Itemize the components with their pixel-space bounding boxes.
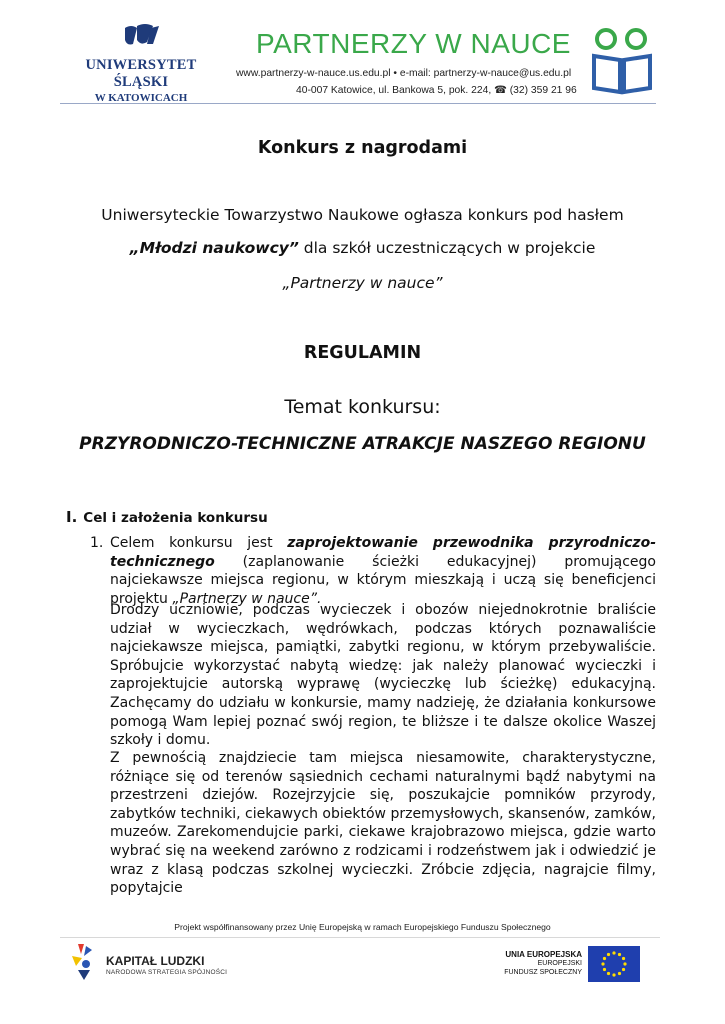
eu-flag-icon	[588, 946, 640, 982]
eu-star	[618, 972, 621, 975]
paragraph-places: Z pewnością znajdziecie tam miejsca niesamowite, charakterystyczne, różniące się od terenów sąsiednich cechami naturalnymi bądź nabytymi na przestrzeni dziejów. Rozejrzyjcie się, poszukajcie pomników przyrody, zabytków techniki, ciekawych obiektów przemysłowych, skansenów, zamków, muzeów. Zarekomendujcie parki, ciekawe krajobrazowo miejsca, gdzie warto wybrać się na weekend zarówno z rodzicami i rodzeństwem jak i odwiedzić je wraz z klasą podczas szkolnej wycieczki. Zróbcie zdjęcia, nagrajcie filmy, popytajcie	[110, 750, 656, 897]
eu-label-line-2: EUROPEJSKI	[537, 960, 582, 967]
paragraph-goal-intro: Celem konkursu jest	[110, 535, 288, 551]
eu-star	[612, 973, 615, 976]
eu-star	[603, 968, 606, 971]
eu-star	[603, 957, 606, 960]
eu-star	[618, 953, 621, 956]
university-logo	[66, 22, 216, 104]
cofinancing-note: Projekt współfinansowany przez Unię Europejską w ramach Europejskiego Funduszu Społecznego	[174, 922, 551, 932]
footer-divider	[60, 937, 660, 938]
university-emblem-icon	[121, 22, 161, 50]
list-item-number: 1.	[90, 535, 104, 551]
topic-label: Temat konkursu:	[284, 396, 441, 418]
section-title: Cel i założenia konkursu	[83, 510, 268, 526]
human-capital-title: KAPITAŁ LUDZKI	[106, 954, 205, 968]
intro-line-2	[0, 239, 725, 257]
eu-star	[612, 951, 615, 954]
contest-theme: PRZYRODNICZO-TECHNICZNE ATRAKCJE NASZEGO REGIONU	[79, 434, 646, 454]
eu-star	[607, 953, 610, 956]
contact-address-phone: 40-007 Katowice, ul. Bankowa 5, pok. 224, ☎ (32) 359 21 96	[296, 85, 577, 96]
eu-star	[622, 968, 625, 971]
partners-book-icon	[590, 26, 654, 96]
page-title: Konkurs z nagrodami	[257, 138, 468, 158]
header-divider	[60, 103, 656, 104]
section-number: I.	[66, 508, 78, 526]
eu-star	[607, 972, 610, 975]
eu-star	[622, 957, 625, 960]
university-city: W KATOWICACH	[94, 92, 188, 104]
paragraph-goal	[110, 534, 656, 608]
contest-slogan: „Młodzi naukowcy”	[129, 239, 299, 257]
project-name: „Partnerzy w nauce”	[282, 274, 443, 292]
regulations-heading: REGULAMIN	[303, 343, 422, 363]
contact-web-email: www.partnerzy-w-nauce.us.edu.pl • e-mail: partnerzy-w-nauce@us.edu.pl	[236, 68, 572, 79]
project-brand-title: PARTNERZY W NAUCE	[256, 28, 571, 59]
human-capital-subtitle: NARODOWA STRATEGIA SPÓJNOŚCI	[106, 969, 228, 976]
section-heading	[66, 508, 268, 526]
paragraph-goal-project: „Partnerzy w nauce”.	[172, 590, 322, 607]
eu-label-line-3: FUNDUSZ SPOŁECZNY	[504, 969, 582, 976]
paragraph-goal-emphasis: zaprojektowanie przewodnika przyrodniczo-technicznego	[110, 535, 657, 570]
intro-line-2-rest: dla szkół uczestniczących w projekcie	[298, 239, 596, 257]
intro-line-1: Uniwersyteckie Towarzystwo Naukowe ogłasza konkurs pod hasłem	[101, 206, 624, 224]
paragraph-goal-body: (zaplanowanie ścieżki edukacyjnej) promującego najciekawsze miejsca regionu, w którym mieszkają i uczą się beneficjenci projektu	[110, 553, 656, 607]
paragraph-students: Drodzy uczniowie, podczas wycieczek i obozów niejednokrotnie braliście udział w wycieczkach, wędrówkach, podczas których poznawaliście najciekawsze miejsca, pamiątki, zabytki regionu, w którym przebywaliście. Spróbujcie wykorzystać nabytą wiedzę: jak należy planować wycieczki i zaprojektujcie autorską wyprawę (wycieczkę lub ścieżkę) edukacyjną. Zachęcamy do udziału w konkursie, mamy nadzieję, że działania konkursowe pomogą Wam lepiej poznać swój region, te bliższe i te dalsze okolice Waszej szkoły i domu.	[110, 602, 656, 749]
eu-star	[623, 962, 626, 965]
eu-label-line-1: UNIA EUROPEJSKA	[505, 950, 582, 959]
human-capital-logo-icon	[68, 942, 102, 982]
eu-star	[601, 962, 604, 965]
university-name: UNIWERSYTET ŚLĄSKI	[85, 57, 197, 90]
